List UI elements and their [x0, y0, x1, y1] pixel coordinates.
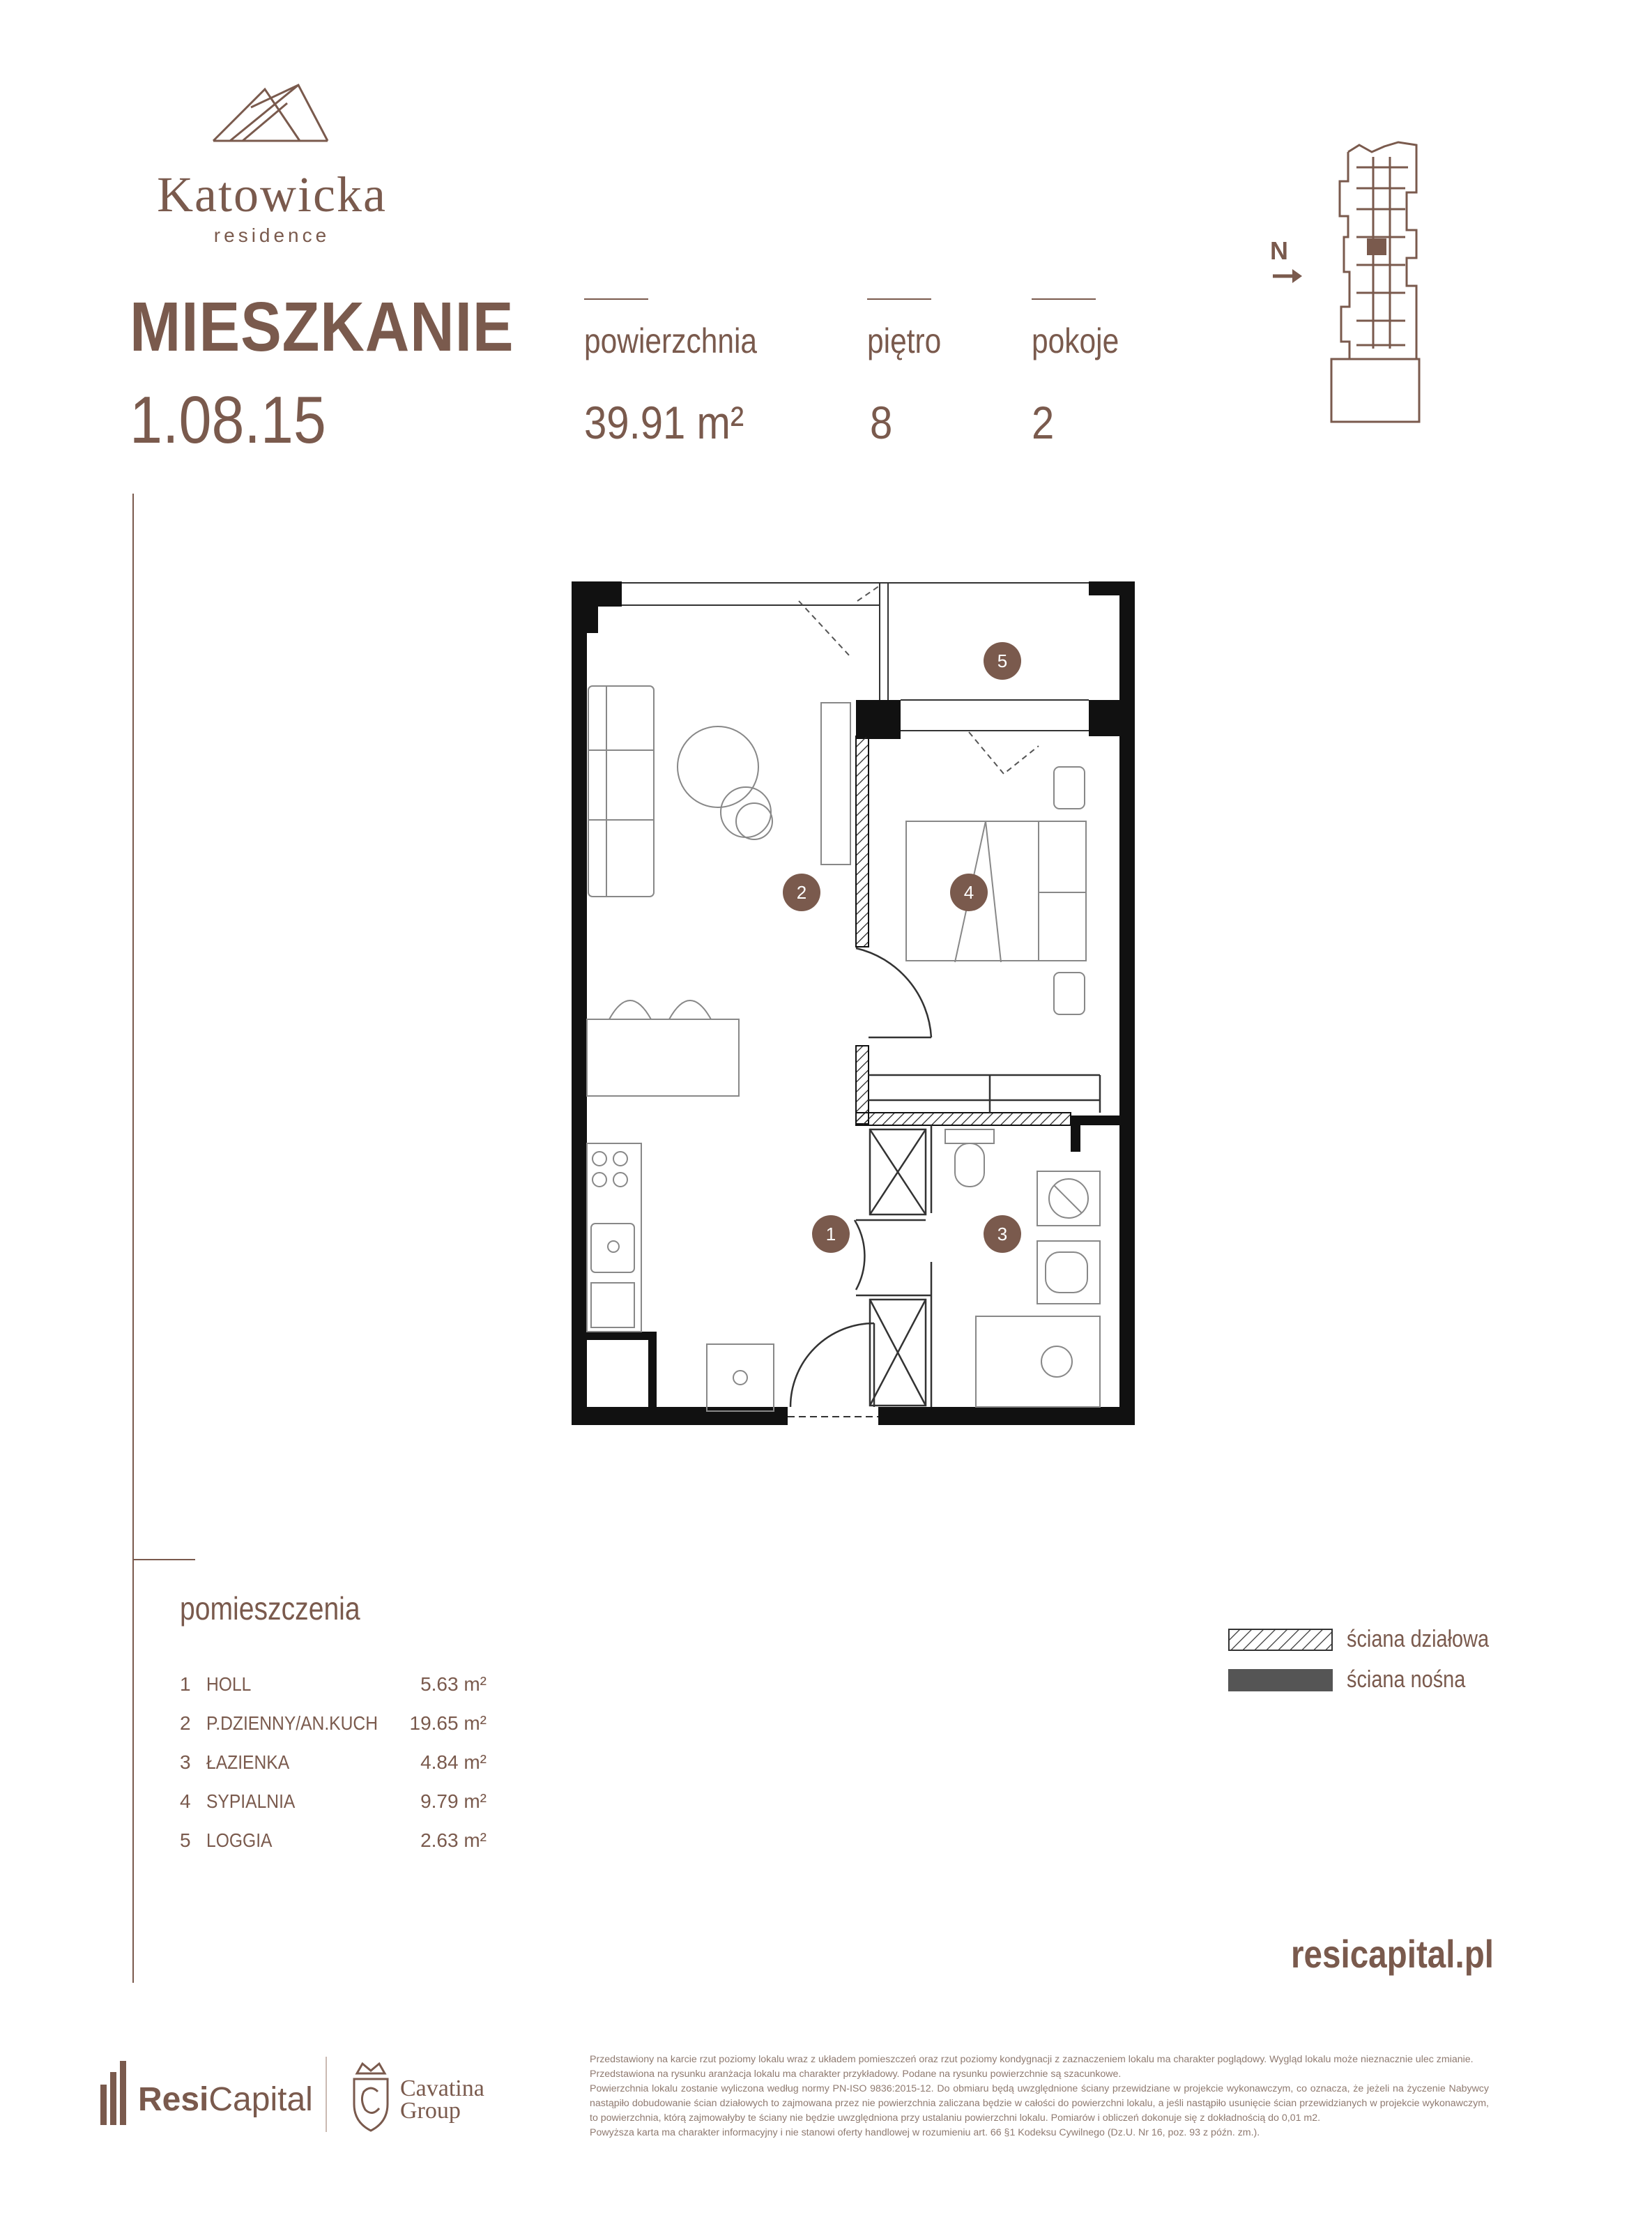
room-number: 1 — [180, 1673, 191, 1695]
website-link[interactable]: resicapital.pl — [1291, 1932, 1494, 1976]
room-row — [180, 1712, 487, 1740]
logo-divider — [326, 2057, 327, 2132]
resicapital-logo-icon — [99, 2057, 134, 2126]
svg-text:1: 1 — [825, 1224, 836, 1244]
svg-text:3: 3 — [997, 1224, 1008, 1244]
stat-label-area: powierzchnia — [584, 321, 758, 360]
brand-subtitle: residence — [213, 224, 330, 246]
room-name: LOGGIA — [206, 1829, 273, 1851]
apartment-heading: MIESZKANIE — [130, 288, 514, 366]
legend-label-bearing: ściana nośna — [1347, 1666, 1466, 1693]
svg-text:4: 4 — [963, 882, 974, 903]
sofa — [588, 686, 654, 897]
coffee-tables — [678, 726, 772, 839]
bearing-walls — [572, 581, 1135, 1425]
stat-value-floor: 8 — [870, 397, 893, 448]
room-row — [180, 1673, 487, 1701]
stat-label-floor: piętro — [867, 321, 942, 360]
current-unit-marker — [1367, 238, 1386, 255]
north-label: N — [1270, 236, 1288, 265]
room-number: 3 — [180, 1751, 191, 1773]
room-name: ŁAZIENKA — [206, 1751, 290, 1773]
room-name: SYPIALNIA — [206, 1790, 296, 1812]
stat-value-area: 39.91 m² — [584, 397, 744, 448]
kitchen — [587, 1000, 774, 1411]
room-label-2 — [783, 874, 820, 911]
room-number: 5 — [180, 1829, 191, 1851]
room-area: 5.63 m² — [420, 1673, 487, 1695]
room-area: 19.65 m² — [409, 1712, 487, 1734]
brand-name: Katowicka — [157, 167, 387, 222]
rooms-title: pomieszczenia — [180, 1590, 360, 1627]
north-arrow-icon — [1273, 269, 1302, 283]
svg-text:2: 2 — [796, 882, 807, 903]
room-label-1 — [812, 1215, 850, 1253]
svg-text:5: 5 — [997, 650, 1008, 671]
bed — [906, 821, 1086, 962]
room-label-3 — [984, 1215, 1021, 1253]
partition-wall-swatch — [1228, 1629, 1333, 1651]
room-number: 2 — [180, 1712, 191, 1734]
room-row — [180, 1790, 487, 1818]
room-area: 9.79 m² — [420, 1790, 487, 1812]
cavatina-crest-icon — [350, 2058, 392, 2135]
room-name: HOLL — [206, 1673, 252, 1695]
rooms-divider — [132, 1559, 195, 1560]
stat-value-rooms: 2 — [1032, 397, 1055, 448]
stat-divider — [867, 298, 931, 300]
resicapital-wordmark: ResiCapital — [138, 2081, 313, 2118]
cavatina-wordmark: Cavatina Group — [400, 2076, 484, 2124]
bathroom — [945, 1129, 1100, 1407]
mountain-logo-icon — [209, 82, 335, 145]
room-label-4 — [950, 874, 988, 911]
bearing-wall-swatch — [1228, 1669, 1333, 1691]
legend-label-partition: ściana działowa — [1347, 1626, 1490, 1652]
room-label-5 — [984, 642, 1021, 680]
stat-divider — [584, 298, 648, 300]
room-name: P.DZIENNY/AN.KUCH — [206, 1712, 378, 1734]
room-row — [180, 1829, 487, 1857]
room-number: 4 — [180, 1790, 191, 1812]
legal-disclaimer: Przedstawiony na karcie rzut poziomy lokalu wraz z układem pomieszczeń oraz rzut poziomy kondygnacji z zaznaczeniem lokalu ma charakter poglądowy. Wygląd lokalu może nieznacznie ulec zmianie. Przedstawiona na rysunku aranżacja lokalu ma charakter przykładowy. Podane na rysunku powierzchnie są szacunkowe. Powierzchnia lokalu zostanie wyliczona według normy PN-ISO 9836:2015-12. Do obmiaru będą uwzględnione ściany przewidziane w projekcie wykonawczym, co oznacza, że jeżeli na życzenie Nabywcy nastąpiło dobudowanie ścian działowych to zajmowana przez nie powierzchnia zaliczana będzie w całości do powierzchni lokalu, a jeśli nastąpiło usunięcie ścian przewidzianych w projekcie wykonawczym, to powierzchnia, którą zajmowałyby te ściany nie będzie uwzględniona przy ustalaniu powierzchni lokalu. Pomiarów i obliczeń dokonuje się z dokładnością do 0,01 m2. Powyższa karta ma charakter informacyjny i nie stanowi oferty handlowej w rozumieniu art. 66 §1 Kodeksu Cywilnego (Dz.U. Nr 16, poz. 93 z późn. zm.). — [590, 2054, 1489, 2138]
floor-plan — [558, 572, 1143, 1436]
room-row — [180, 1751, 487, 1779]
room-area: 4.84 m² — [420, 1751, 487, 1773]
apartment-number: 1.08.15 — [130, 383, 326, 457]
vertical-guideline — [132, 494, 134, 1983]
stat-divider — [1032, 298, 1096, 300]
stat-label-rooms: pokoje — [1032, 321, 1119, 360]
room-area: 2.63 m² — [420, 1829, 487, 1851]
building-key-plan — [1262, 139, 1443, 432]
